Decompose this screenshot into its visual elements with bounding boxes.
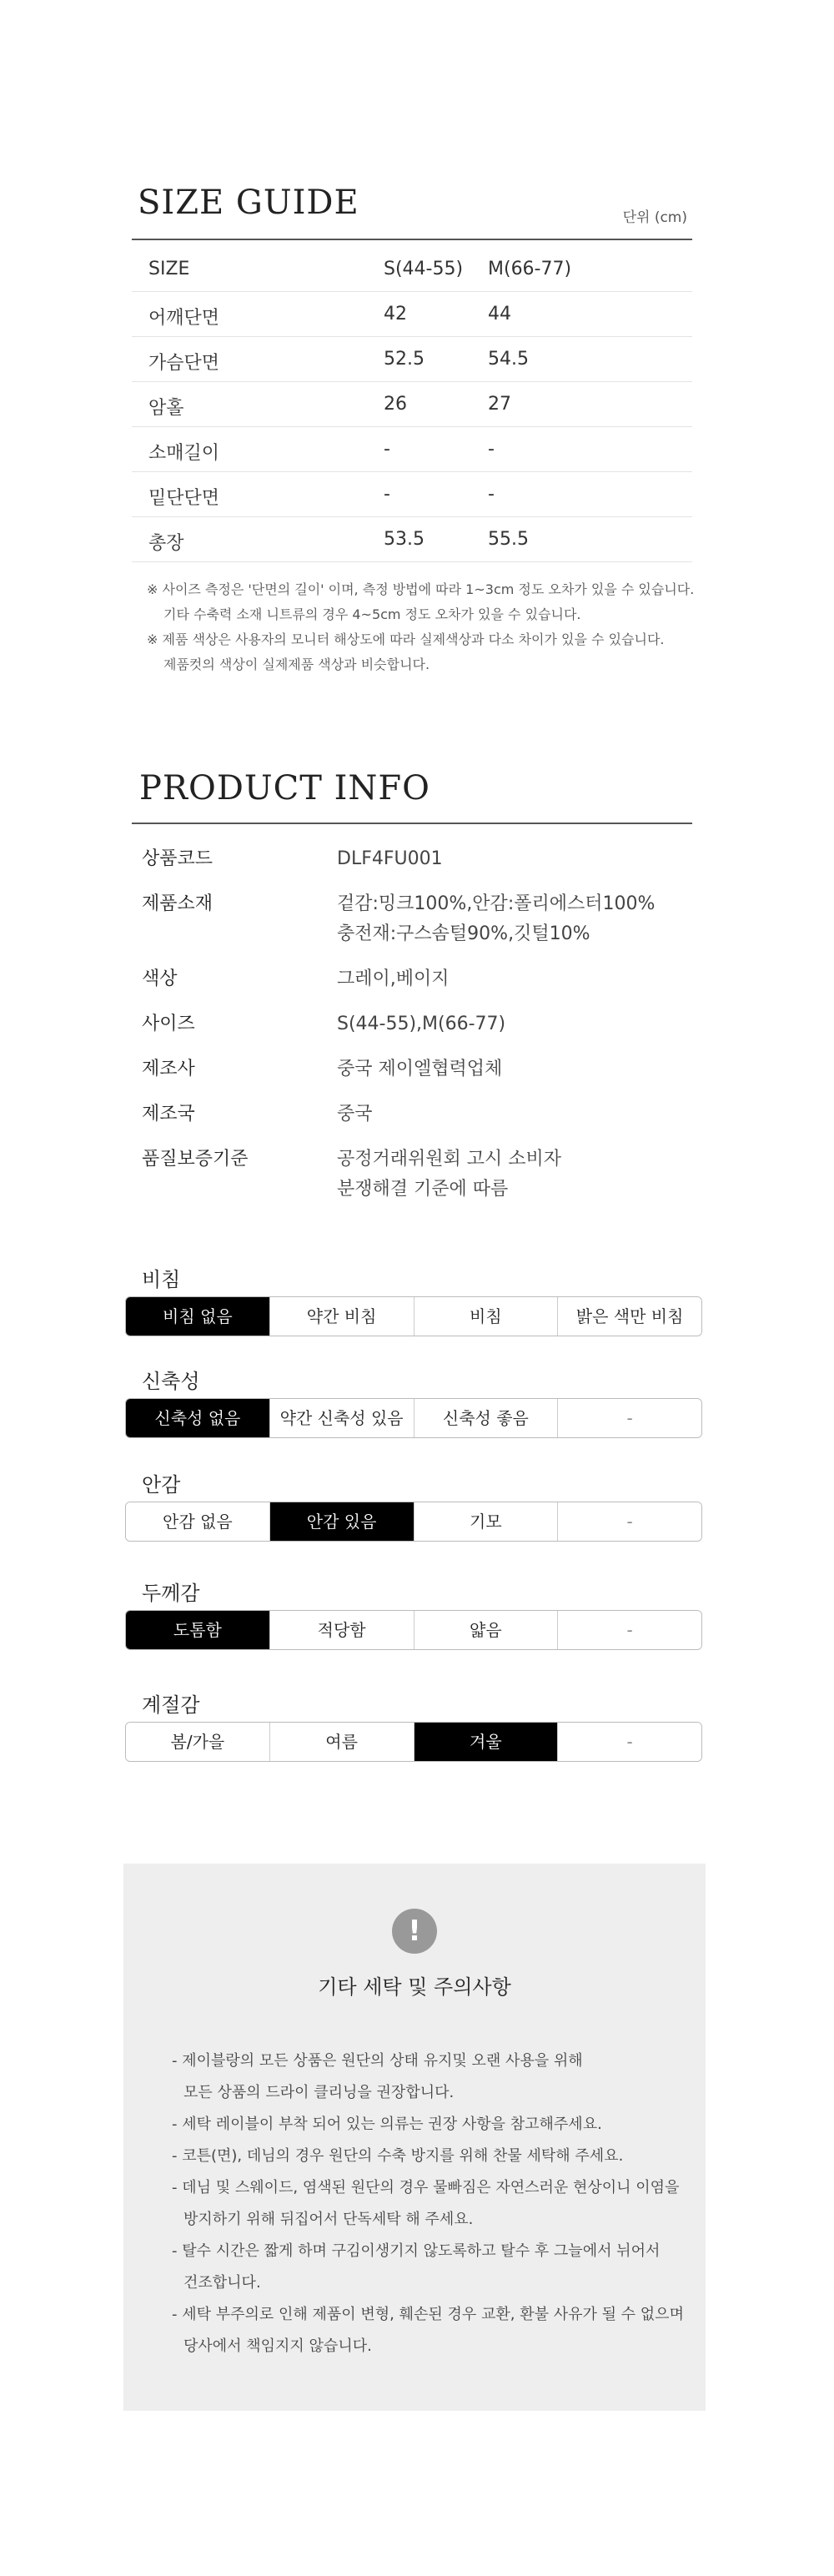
product-info-divider	[132, 823, 692, 824]
attribute-scale	[125, 1502, 702, 1542]
attribute-option: 비침 없음	[126, 1297, 270, 1336]
size-cell: 52.5	[384, 349, 425, 370]
care-item: - 제이블랑의 모든 상품은 원단의 상태 유지및 오랜 사용을 위해 모든 상품의 드라이 클리닝을 권장합니다.	[172, 2052, 583, 2101]
info-value: 공정거래위원회 고시 소비자	[337, 1149, 562, 1170]
size-cell: -	[488, 439, 495, 460]
size-note: 기타 수축력 소재 니트류의 경우 4~5cm 정도 오차가 있을 수 있습니다.	[163, 606, 581, 622]
attribute-scale	[125, 1722, 702, 1762]
attribute-thickness	[125, 1577, 702, 1650]
size-cell: 암홀	[148, 398, 184, 419]
care-title: 기타 세탁 및 주의사항	[318, 1975, 511, 1999]
size-table-row	[132, 382, 692, 427]
product-info-row	[142, 889, 692, 949]
size-cell: 가슴단면	[148, 353, 220, 374]
care-item: - 코튼(면), 데님의 경우 원단의 수축 방지를 위해 찬물 세탁해 주세요.	[172, 2147, 624, 2165]
product-info-row	[142, 1009, 692, 1039]
size-table-row	[132, 472, 692, 517]
exclamation-icon: !	[392, 1909, 437, 1954]
attribute-option: 비침	[414, 1297, 559, 1336]
product-info-title: PRODUCT INFO	[139, 769, 430, 808]
size-note: ※ 제품 색상은 사용자의 모니터 해상도에 따라 실제색상과 다소 차이가 있을 수 있습니다.	[147, 631, 665, 647]
size-cell: 총장	[148, 533, 184, 554]
info-value: 중국	[337, 1104, 373, 1124]
size-cell: 55.5	[488, 529, 529, 550]
attribute-option: 밝은 색만 비침	[558, 1297, 701, 1336]
size-cell: -	[384, 439, 390, 460]
size-note: ※ 사이즈 측정은 '단면의 길이' 이며, 측정 방법에 따라 1~3cm 정도 오차가 있을 수 있습니다.	[147, 581, 695, 597]
attribute-sheerness	[125, 1263, 702, 1336]
product-info-row	[142, 1054, 692, 1084]
size-table-row	[132, 427, 692, 472]
size-header-cell: SIZE	[148, 259, 190, 279]
info-value: S(44-55),M(66-77)	[337, 1014, 506, 1034]
size-cell: 27	[488, 394, 511, 415]
size-guide-divider	[132, 239, 692, 240]
attribute-option: 봄/가을	[126, 1723, 270, 1761]
attribute-option: 안감 있음	[270, 1502, 414, 1541]
size-table-header	[132, 247, 692, 292]
product-info-list	[142, 844, 692, 1220]
info-value: 중국 제이엘협력업체	[337, 1059, 503, 1079]
size-note: 제품컷의 색상이 실제제품 색상과 비슷합니다.	[163, 657, 430, 672]
info-value: 겉감:밍크100%,안감:폴리에스터100%	[337, 893, 656, 914]
size-cell: 44	[488, 304, 511, 325]
attribute-option: 얇음	[414, 1611, 559, 1649]
size-table-row	[132, 292, 692, 337]
attribute-option: -	[558, 1399, 701, 1437]
attribute-option: 도톰함	[126, 1611, 270, 1649]
attribute-scale	[125, 1296, 702, 1336]
size-cell: -	[488, 484, 495, 505]
care-item: - 탈수 시간은 짧게 하며 구김이생기지 않도록하고 탈수 후 그늘에서 뉘어서 건조합니다.	[172, 2242, 661, 2292]
attribute-scale	[125, 1398, 702, 1438]
info-value: DLF4FU001	[337, 848, 443, 869]
info-key: 제조국	[142, 1104, 195, 1124]
attribute-stretch	[125, 1365, 702, 1438]
attribute-season	[125, 1688, 702, 1762]
size-header-cell: S(44-55)	[384, 259, 464, 279]
attribute-option: 적당함	[270, 1611, 414, 1649]
size-cell: 어깨단면	[148, 308, 220, 329]
info-key: 제품소재	[142, 893, 214, 914]
size-unit-label: 단위 (cm)	[622, 209, 687, 226]
size-table-row	[132, 337, 692, 382]
info-key: 사이즈	[142, 1014, 195, 1034]
size-cell: 53.5	[384, 529, 425, 550]
size-cell: -	[384, 484, 390, 505]
size-cell: 26	[384, 394, 407, 415]
size-notes	[147, 577, 694, 677]
size-cell: 소매길이	[148, 443, 220, 464]
attribute-option: 겨울	[414, 1723, 559, 1761]
info-value-line2: 충전재:구스솜털90%,깃털10%	[337, 923, 590, 944]
product-info-row	[142, 1145, 692, 1205]
size-cell: 54.5	[488, 349, 529, 370]
attribute-option: -	[558, 1723, 701, 1761]
size-table-row	[132, 517, 692, 562]
attribute-label: 신축성	[142, 1370, 200, 1393]
attribute-option: 약간 비침	[270, 1297, 414, 1336]
info-key: 상품코드	[142, 848, 214, 869]
info-key: 제조사	[142, 1059, 195, 1079]
info-key: 품질보증기준	[142, 1149, 249, 1170]
care-item: - 데님 및 스웨이드, 염색된 원단의 경우 물빠짐은 자연스러운 현상이니 이염을 방지하기 위해 뒤집어서 단독세탁 해 주세요.	[172, 2179, 680, 2228]
size-guide-title: SIZE GUIDE	[138, 184, 359, 222]
product-info-row	[142, 844, 692, 874]
attribute-option: 약간 신축성 있음	[270, 1399, 414, 1437]
attribute-option: 안감 없음	[126, 1502, 270, 1541]
size-table	[132, 247, 692, 562]
attribute-option: 기모	[414, 1502, 559, 1541]
attribute-option: 신축성 좋음	[414, 1399, 559, 1437]
care-item: - 세탁 부주의로 인해 제품이 변형, 훼손된 경우 교환, 환불 사유가 될 수 없으며 당사에서 책임지지 않습니다.	[172, 2306, 684, 2355]
attribute-option: 여름	[270, 1723, 414, 1761]
attribute-option: 신축성 없음	[126, 1399, 270, 1437]
attribute-label: 계절감	[142, 1693, 200, 1717]
attribute-label: 비침	[142, 1268, 181, 1291]
care-item: - 세탁 레이블이 부착 되어 있는 의류는 권장 사항을 참고해주세요.	[172, 2116, 602, 2133]
care-notice-box	[123, 1864, 706, 2411]
attribute-lining	[125, 1468, 702, 1542]
size-cell: 밑단단면	[148, 488, 220, 509]
attribute-option: -	[558, 1502, 701, 1541]
product-info-row	[142, 964, 692, 994]
size-cell: 42	[384, 304, 407, 325]
attribute-option: -	[558, 1611, 701, 1649]
attribute-label: 두께감	[142, 1582, 200, 1605]
attribute-scale	[125, 1610, 702, 1650]
info-value-line2: 분쟁해결 기준에 따름	[337, 1179, 509, 1200]
size-header-cell: M(66-77)	[488, 259, 572, 279]
product-info-row	[142, 1099, 692, 1130]
care-list	[172, 2045, 684, 2362]
attribute-label: 안감	[142, 1473, 181, 1497]
info-key: 색상	[142, 969, 178, 989]
info-value: 그레이,베이지	[337, 969, 450, 989]
